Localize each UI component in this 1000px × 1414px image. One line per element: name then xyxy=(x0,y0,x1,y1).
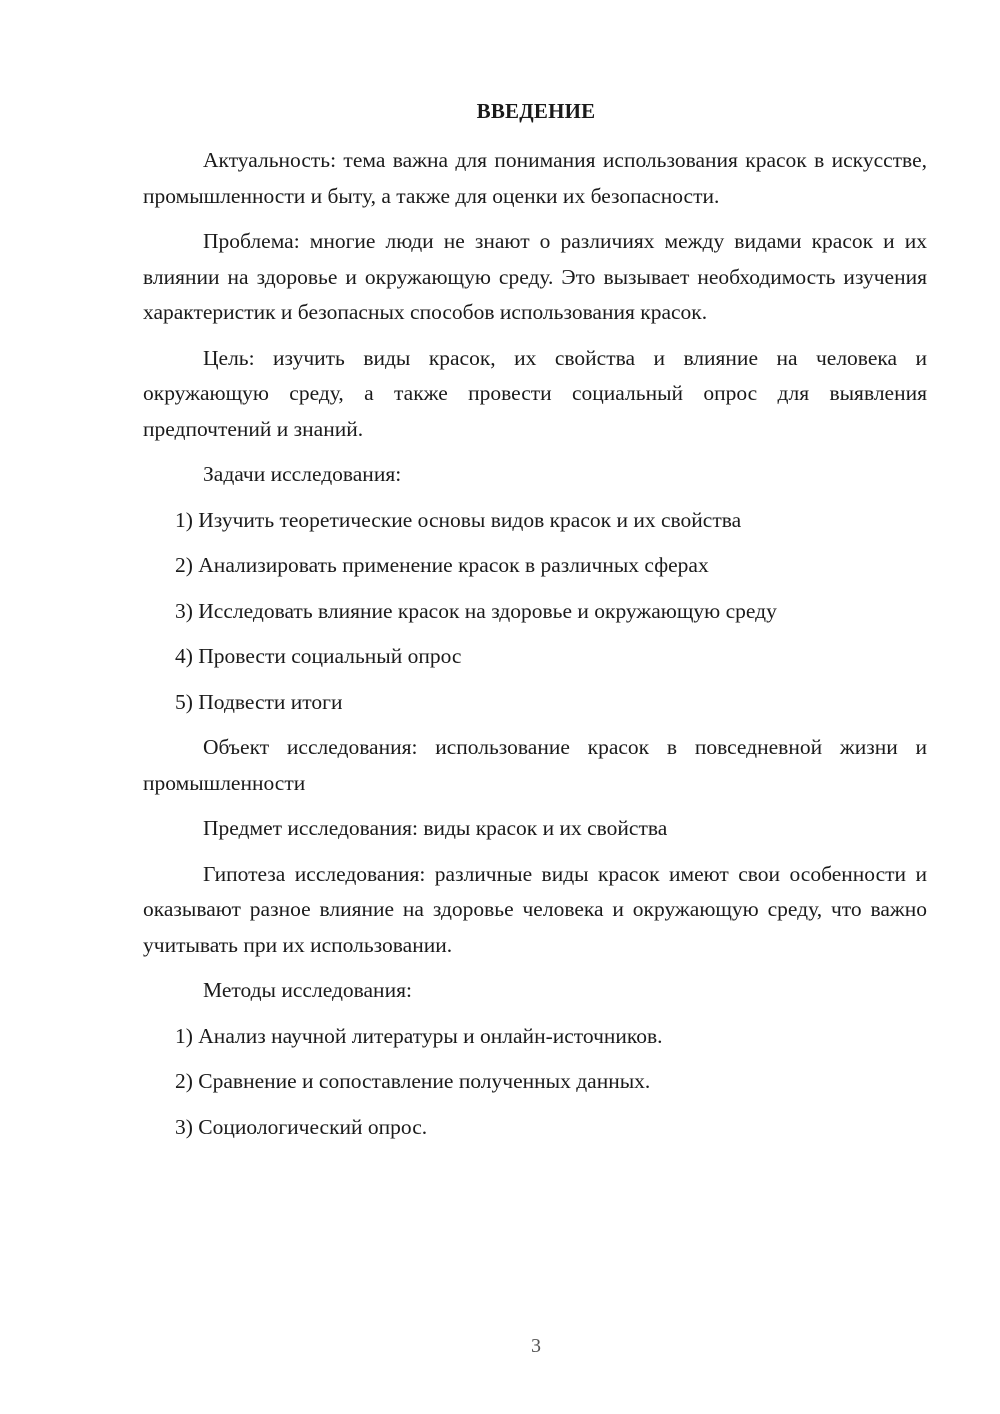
list-item: 5) Подвести итоги xyxy=(175,689,343,714)
object-paragraph: Объект исследования: использование красок в повседневной жизни и промышленности xyxy=(143,735,927,795)
methods-heading: Методы исследования: xyxy=(203,978,412,1002)
problem-paragraph: Проблема: многие люди не знают о различиях между видами красок и их влиянии на здоровье и окружающую среду. Это вызывает необходимость изучения характеристик и безопасных способов использования красок. xyxy=(143,229,927,324)
list-item: 2) Сравнение и сопоставление полученных данных. xyxy=(175,1069,651,1093)
list-item: 3) Социологический опрос. xyxy=(175,1114,428,1139)
list-item: 2) Анализировать применение красок в различных сферах xyxy=(175,553,709,577)
page-title: ВВЕДЕНИЕ xyxy=(476,99,596,123)
page-number: 3 xyxy=(531,1335,541,1357)
subject-paragraph: Предмет исследования: виды красок и их свойства xyxy=(203,816,668,840)
methods-list xyxy=(143,1019,927,1146)
goal-paragraph: Цель: изучить виды красок, их свойства и влияние на человека и окружающую среду, а также провести социальный опрос для выявления предпочтений и знаний. xyxy=(143,345,927,441)
list-item: 3) Исследовать влияние красок на здоровье и окружающую среду xyxy=(175,598,777,623)
list-item: 4) Провести социальный опрос xyxy=(175,644,462,668)
list-item: 1) Анализ научной литературы и онлайн-источников. xyxy=(175,1023,663,1048)
hypothesis-paragraph: Гипотеза исследования: различные виды красок имеют свои особенности и оказывают разное влияние на здоровье человека и окружающую среду, что важно учитывать при их использовании. xyxy=(143,861,927,957)
list-item: 1) Изучить теоретические основы видов красок и их свойства xyxy=(175,507,742,532)
document-body xyxy=(143,143,927,1155)
tasks-list xyxy=(143,503,927,721)
tasks-heading: Задачи исследования: xyxy=(203,462,402,486)
relevance-paragraph: Актуальность: тема важна для понимания использования красок в искусстве, промышленности и быту, а также для оценки их безопасности. xyxy=(143,148,927,208)
